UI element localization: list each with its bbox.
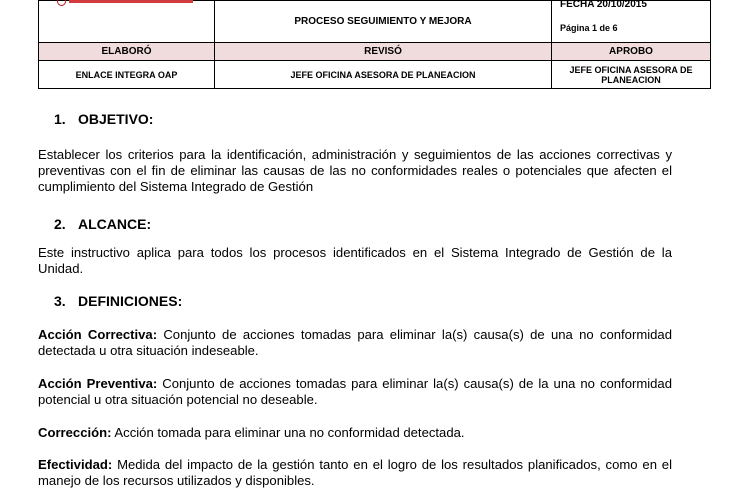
name-aprobo: JEFE OFICINA ASESORA DE PLANEACION bbox=[552, 61, 711, 89]
label-reviso: REVISÓ bbox=[215, 43, 552, 61]
approval-name-row bbox=[39, 61, 711, 89]
page-number: Página 1 de 6 bbox=[560, 23, 618, 33]
definition-item bbox=[38, 457, 672, 489]
section-number: 3. bbox=[54, 293, 66, 309]
logo-wordmark bbox=[69, 0, 193, 3]
definition-text: Medida del impacto de la gestión tanto en el logro de los resultados planificados, como en el manejo de los recursos utilizados y disponibles. bbox=[38, 457, 673, 488]
definition-term: Acción Preventiva: bbox=[38, 376, 158, 391]
header-row-top bbox=[39, 1, 711, 43]
section-number: 2. bbox=[54, 216, 66, 232]
objetivo-paragraph: Establecer los criterios para la identificación, administración y seguimientos de las acciones correctivas y preventivas con el fin de eliminar las causas de las no conformidades reales o potenciales que afecten el cumplimiento del Sistema Integrado de Gestión bbox=[38, 147, 672, 194]
document-header-table bbox=[38, 0, 711, 89]
section-definiciones-heading bbox=[38, 293, 672, 309]
section-number: 1. bbox=[54, 111, 66, 127]
section-objetivo-heading bbox=[38, 111, 672, 127]
logo-emblem-icon bbox=[57, 0, 66, 6]
document-body bbox=[38, 111, 672, 489]
definition-term: Efectividad: bbox=[38, 457, 113, 472]
definition-term: Acción Correctiva: bbox=[38, 327, 158, 342]
definition-item bbox=[38, 376, 672, 408]
date-page-cell bbox=[552, 1, 711, 43]
label-elaboro: ELABORÓ bbox=[39, 43, 215, 61]
name-reviso: JEFE OFICINA ASESORA DE PLANEACION bbox=[215, 61, 552, 89]
alcance-paragraph: Este instructivo aplica para todos los procesos identificados en el Sistema Integrado de Gestión de la Unidad. bbox=[38, 245, 672, 276]
approval-label-row bbox=[39, 43, 711, 61]
definition-term: Corrección: bbox=[38, 425, 112, 440]
definition-text: Acción tomada para eliminar una no conformidad detectada. bbox=[114, 425, 465, 440]
section-title: DEFINICIONES: bbox=[78, 293, 183, 309]
logo-cell bbox=[39, 1, 215, 43]
name-elaboro: ENLACE INTEGRA OAP bbox=[39, 61, 215, 89]
process-name: PROCESO SEGUIMIENTO Y MEJORA bbox=[294, 16, 472, 27]
organization-logo bbox=[57, 0, 197, 7]
definition-item bbox=[38, 327, 672, 359]
section-title: ALCANCE: bbox=[78, 216, 152, 232]
process-name-cell bbox=[215, 1, 552, 43]
definition-item bbox=[38, 425, 672, 441]
section-title: OBJETIVO: bbox=[78, 111, 154, 127]
document-date: FECHA 20/10/2015 bbox=[560, 0, 647, 10]
section-alcance-heading bbox=[38, 216, 672, 232]
label-aprobo: APROBO bbox=[552, 43, 711, 61]
definition-text: Conjunto de acciones tomadas para eliminar la(s) causa(s) de la una no conformidad potencial u otra situación potencial no deseable. bbox=[38, 376, 673, 407]
definition-text: Conjunto de acciones tomadas para eliminar la(s) causa(s) de una no conformidad detectada u otra situación indeseable. bbox=[38, 327, 672, 358]
